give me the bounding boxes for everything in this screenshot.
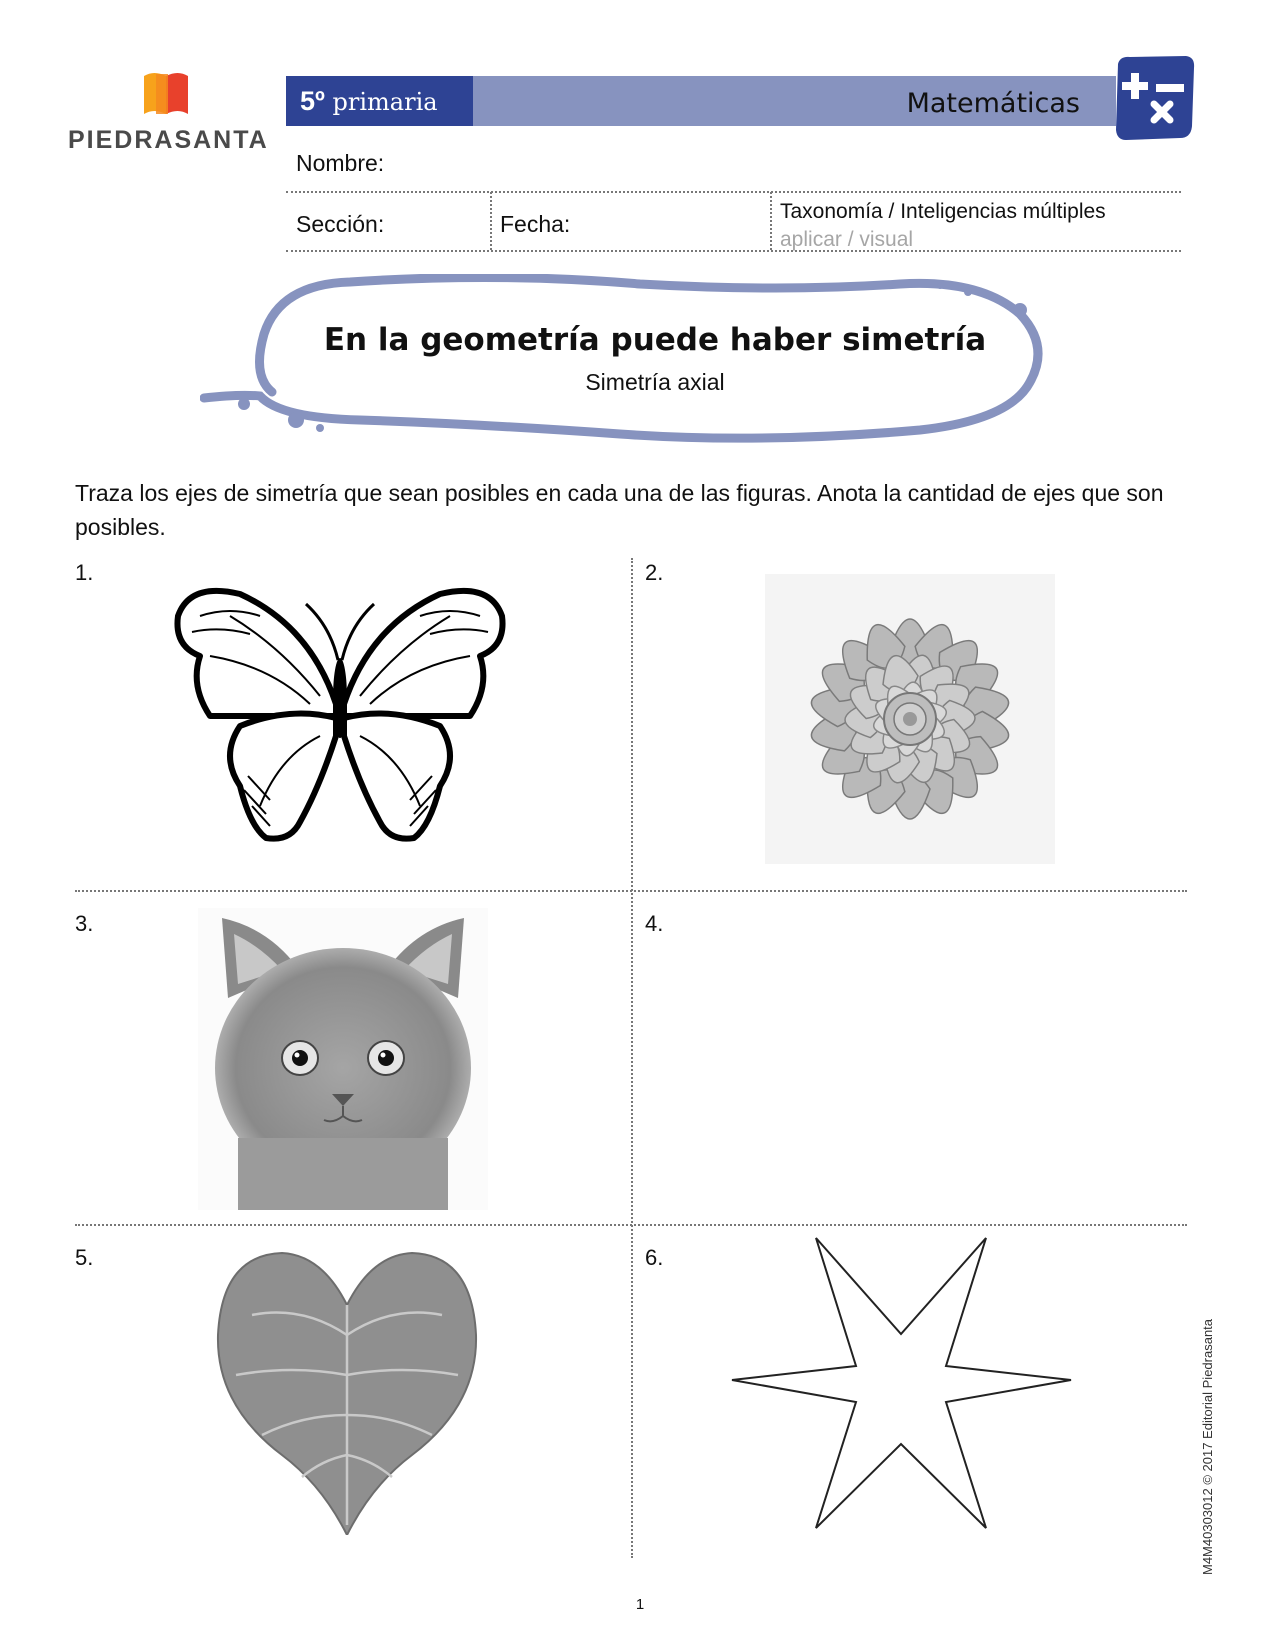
succulent-flower-icon <box>765 574 1055 864</box>
form-divider <box>286 250 1181 252</box>
grade-word: primaria <box>332 88 438 116</box>
form-divider <box>490 192 492 250</box>
butterfly-icon <box>170 586 510 851</box>
figure-number-5: 5. <box>75 1245 94 1270</box>
publisher-name: PIEDRASANTA <box>68 126 269 154</box>
grid-divider <box>75 1224 1187 1226</box>
page-number: 1 <box>635 1596 645 1613</box>
subject-title: Matemáticas <box>906 88 1080 119</box>
date-label: Fecha: <box>500 211 571 237</box>
grade-label <box>286 76 473 126</box>
taxonomy-value: aplicar / visual <box>780 228 914 251</box>
six-point-star-icon <box>726 1232 1076 1542</box>
activity-title: En la geometría puede haber simetría <box>323 322 987 358</box>
math-operations-icon <box>1112 54 1196 142</box>
figure-number-3: 3. <box>75 911 94 936</box>
copyright-note: M4M40303012 © 2017 Editorial Piedrasanta <box>1200 1318 1215 1575</box>
section-label: Sección: <box>296 211 385 237</box>
figure-number-1: 1. <box>75 560 94 585</box>
activity-subtitle: Simetría axial <box>585 369 725 395</box>
figure-number-4: 4. <box>645 911 664 936</box>
grid-divider <box>631 558 633 1558</box>
form-divider <box>770 192 772 250</box>
publisher-logo <box>68 66 268 166</box>
heart-leaf-icon <box>212 1245 482 1535</box>
instruction-text: Traza los ejes de simetría que sean posibles en cada una de las figuras. Anota la cantidad de ejes que son posibles. <box>75 480 1164 540</box>
form-divider <box>286 191 1181 193</box>
grid-divider <box>75 890 1187 892</box>
grade-number: 5º <box>300 86 325 116</box>
figure-number-6: 6. <box>645 1245 664 1270</box>
figure-number-2: 2. <box>645 560 664 585</box>
title-bubble <box>200 274 1060 452</box>
taxonomy-label: Taxonomía / Inteligencias múltiples <box>780 200 1106 223</box>
kitten-face-icon <box>198 908 488 1210</box>
name-label: Nombre: <box>296 150 385 176</box>
book-logo-icon <box>140 70 192 116</box>
